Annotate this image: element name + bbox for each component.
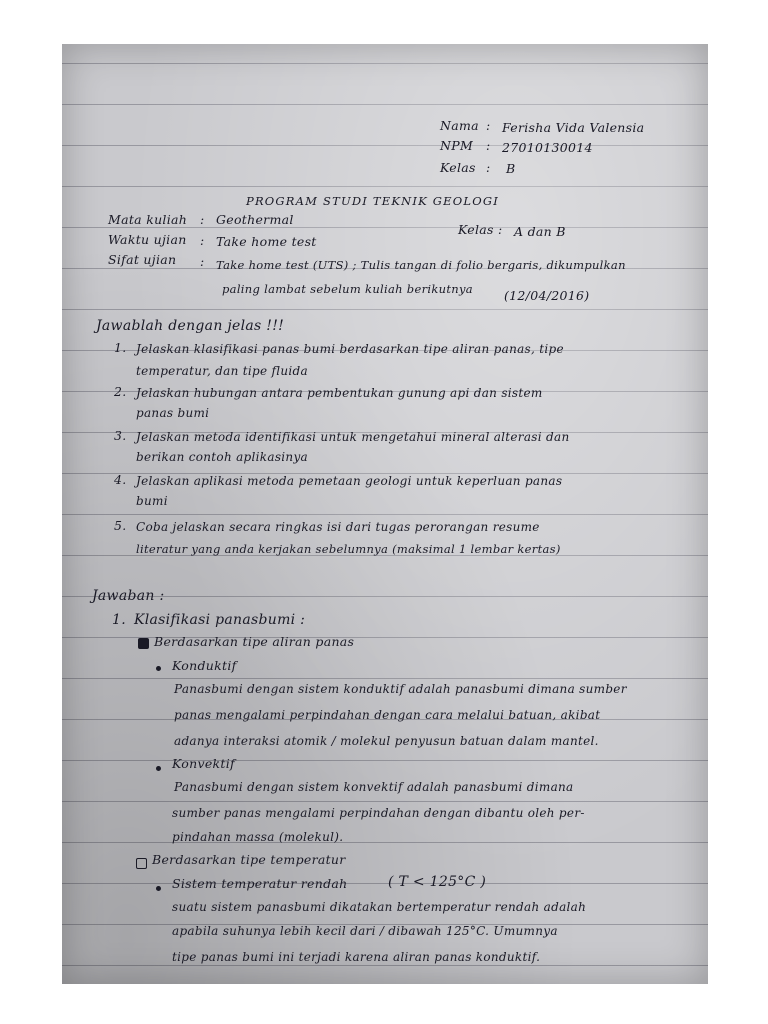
mk-label: Mata kuliah <box>108 212 188 227</box>
rendah-line1: suatu sistem panasbumi dikatakan bertemperatur rendah adalah <box>172 900 587 914</box>
sec1-title: Klasifikasi panasbumi : <box>134 612 306 628</box>
q4-line2: bumi <box>136 494 168 508</box>
kelas-value: B <box>506 161 516 176</box>
npm-colon: : <box>486 138 491 153</box>
name-value: Ferisha Vida Valensia <box>502 120 645 135</box>
section-b-title: Berdasarkan tipe temperatur <box>152 852 346 867</box>
notebook-page <box>62 44 708 984</box>
rendah-formula: ( T < 125°C ) <box>388 874 487 890</box>
name-label: Nama <box>440 118 479 133</box>
konduktif-line1: Panasbumi dengan sistem konduktif adalah panasbumi dimana sumber <box>174 682 627 696</box>
kelas-label: Kelas <box>440 160 476 175</box>
info-kelas-label: Kelas <box>458 222 494 237</box>
konvektif-bullet <box>156 766 161 771</box>
sec1-num: 1. <box>112 612 126 628</box>
rendah-line3: tipe panas bumi ini terjadi karena aliran panas konduktif. <box>172 950 541 964</box>
mk-colon: : <box>200 212 205 227</box>
info-kelas-value: A dan B <box>514 224 566 239</box>
konduktif-bullet <box>156 666 161 671</box>
q5-line1: Coba jelaskan secara ringkas isi dari tugas perorangan resume <box>136 520 540 534</box>
q5-num: 5. <box>114 518 127 533</box>
q3-line1: Jelaskan metoda identifikasi untuk mengetahui mineral alterasi dan <box>136 430 570 444</box>
name-colon: : <box>486 118 491 133</box>
konduktif-line3: adanya interaksi atomik / molekul penyusun batuan dalam mantel. <box>174 734 599 748</box>
section-a-title: Berdasarkan tipe aliran panas <box>154 634 355 649</box>
answer-heading: Jawaban : <box>92 588 165 604</box>
rendah-title: Sistem temperatur rendah <box>172 876 348 891</box>
q3-line2: berikan contoh aplikasinya <box>136 450 308 464</box>
sifat-label: Sifat ujian <box>108 252 177 267</box>
npm-value: 27010130014 <box>502 140 593 155</box>
rendah-line2: apabila suhunya lebih kecil dari / dibawah 125°C. Umumnya <box>172 924 558 938</box>
sifat-colon: : <box>200 254 205 269</box>
info-kelas-colon: : <box>498 222 503 237</box>
konvektif-line2: sumber panas mengalami perpindahan dengan dibantu oleh per- <box>172 806 585 820</box>
q2-line2: panas bumi <box>136 406 210 420</box>
q4-line1: Jelaskan aplikasi metoda pemetaan geologi untuk keperluan panas <box>136 474 563 488</box>
konvektif-line3: pindahan massa (molekul). <box>172 830 344 844</box>
konvektif-title: Konvektif <box>172 756 235 771</box>
konduktif-title: Konduktif <box>172 658 237 673</box>
q1-num: 1. <box>114 340 127 355</box>
mk-value: Geothermal <box>216 212 294 227</box>
konvektif-line1: Panasbumi dengan sistem konvektif adalah panasbumi dimana <box>174 780 574 794</box>
sifat-date: (12/04/2016) <box>504 288 590 303</box>
npm-label: NPM <box>440 138 474 153</box>
kelas-colon: : <box>486 160 491 175</box>
q1-line2: temperatur, dan tipe fluida <box>136 364 308 378</box>
q4-num: 4. <box>114 472 127 487</box>
instruction: Jawablah dengan jelas !!! <box>96 318 285 334</box>
q2-line1: Jelaskan hubungan antara pembentukan gunung api dan sistem <box>136 386 543 400</box>
section-b-bullet <box>136 858 147 869</box>
q3-num: 3. <box>114 428 127 443</box>
section-a-bullet <box>138 638 149 649</box>
q5-line2: literatur yang anda kerjakan sebelumnya (maksimal 1 lembar kertas) <box>136 542 561 556</box>
waktu-colon: : <box>200 233 205 248</box>
rendah-bullet <box>156 886 161 891</box>
q1-line1: Jelaskan klasifikasi panas bumi berdasarkan tipe aliran panas, tipe <box>136 342 564 356</box>
konduktif-line2: panas mengalami perpindahan dengan cara melalui batuan, akibat <box>174 708 601 722</box>
waktu-value: Take home test <box>216 234 317 249</box>
q2-num: 2. <box>114 384 127 399</box>
page-title: PROGRAM STUDI TEKNIK GEOLOGI <box>246 194 499 208</box>
sifat-line2: paling lambat sebelum kuliah berikutnya <box>222 282 473 296</box>
sifat-line1: Take home test (UTS) ; Tulis tangan di folio bergaris, dikumpulkan <box>216 258 626 272</box>
waktu-label: Waktu ujian <box>108 232 187 247</box>
